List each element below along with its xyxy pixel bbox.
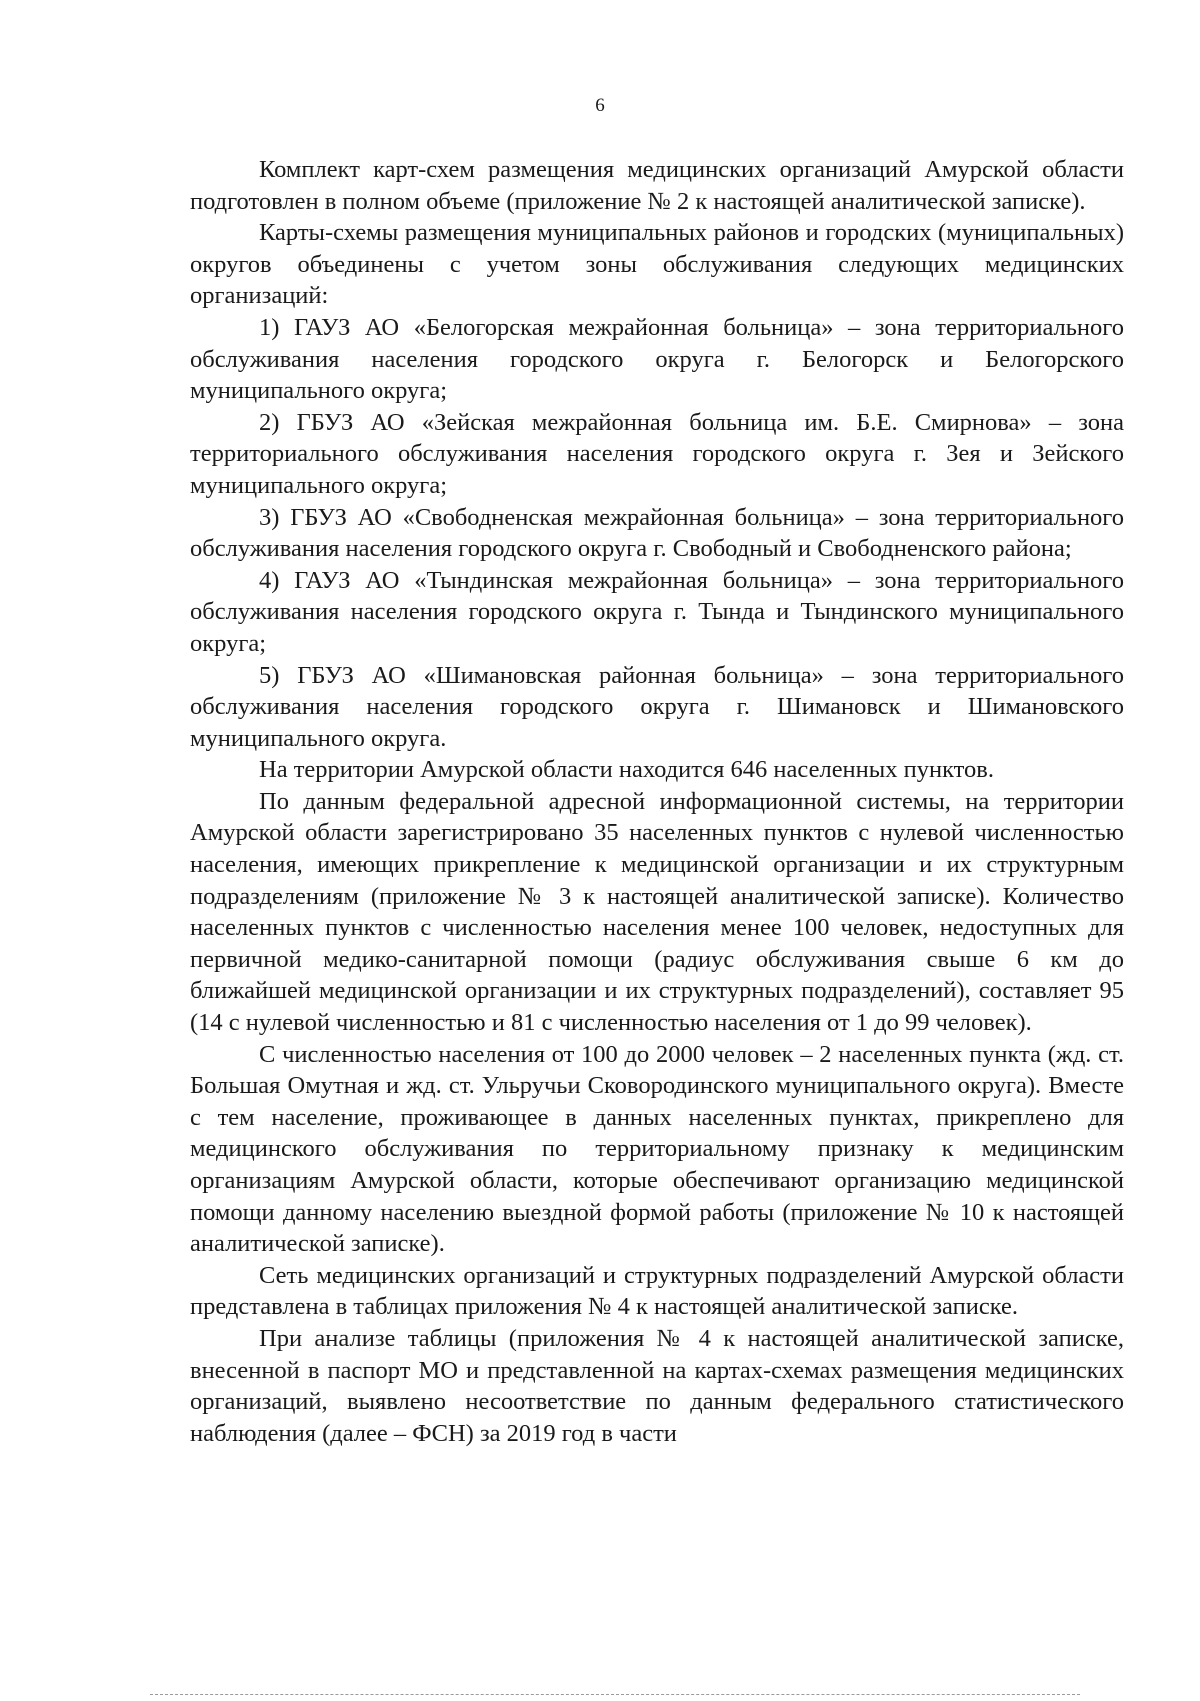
list-item-svobodny: 3) ГБУЗ АО «Свободненская межрайонная больница» – зона территориального обслуживания населения городского округа г. Свободный и Свободненского района;: [190, 503, 1124, 563]
list-item-tynda: 4) ГАУЗ АО «Тындинская межрайонная больница» – зона территориального обслуживания населения городского округа г. Тында и Тындинского муниципального округа;: [190, 566, 1124, 657]
paragraph-map-set: Комплект карт-схем размещения медицинских организаций Амурской области подготовлен в полном объеме (приложение № 2 к настоящей аналитической записке).: [190, 156, 1124, 215]
list-item-belogorsk: 1) ГАУЗ АО «Белогорская межрайонная больница» – зона территориального обслуживания населения городского округа г. Белогорск и Белогорского муниципального округа;: [190, 313, 1124, 405]
scan-edge-line: [150, 1694, 1080, 1695]
paragraph-map-merge: Карты-схемы размещения муниципальных районов и городских (муниципальных) округов объединены с учетом зоны обслуживания следующих медицинских организаций:: [190, 219, 1124, 310]
list-item-zeya: 2) ГБУЗ АО «Зейская межрайонная больница им. Б.Е. Смирнова» – зона территориального обслуживания населения городского округа г. Зея и Зейского муниципального округа;: [190, 408, 1124, 499]
paragraph-table-analysis: При анализе таблицы (приложения № 4 к настоящей аналитической записке, внесенной в паспорт МО и представленной на картах-схемах размещения медицинских организаций, выявлено несоответствие по данным федерального статистического наблюдения (далее – ФСН) за 2019 год в части: [190, 1324, 1124, 1447]
paragraph-fias-data: По данным федеральной адресной информационной системы, на территории Амурской области зарегистрировано 35 населенных пунктов с нулевой численностью населения, имеющих прикрепление к медицинской организации и их структурным подразделениям (приложение № 3 к настоящей аналитической записке). Количество населенных пунктов с численностью населения менее 100 человек, недоступных для первичной медико-санитарной помощи (радиус обслуживания свыше 6 км до ближайшей медицинской организации и их структурных подразделений), составляет 95 (14 с нулевой численностью и 81 с численностью населения от 1 до 99 человек).: [190, 787, 1124, 1037]
paragraph-network: Сеть медицинских организаций и структурных подразделений Амурской области представлена в таблицах приложения № 4 к настоящей аналитической записке.: [190, 1261, 1124, 1321]
page-number: 6: [595, 95, 605, 116]
list-item-shimanovsk: 5) ГБУЗ АО «Шимановская районная больница» – зона территориального обслуживания населения городского округа г. Шимановск и Шимановского муниципального округа.: [190, 661, 1124, 752]
document-body: [190, 154, 1124, 1449]
paragraph-population-range: С численностью населения от 100 до 2000 человек – 2 населенных пункта (жд. ст. Большая Омутная и жд. ст. Ульручьи Сковородинского муниципального округа). Вместе с тем население, проживающее в данных населенных пунктах, прикреплено для медицинского обслуживания по территориальному признаку к медицинским организациям Амурской области, которые обеспечивают организацию медицинской помощи данному населению выездной формой работы (приложение № 10 к настоящей аналитической записке).: [190, 1040, 1124, 1258]
paragraph-settlement-count: На территории Амурской области находится 646 населенных пунктов.: [259, 756, 994, 784]
